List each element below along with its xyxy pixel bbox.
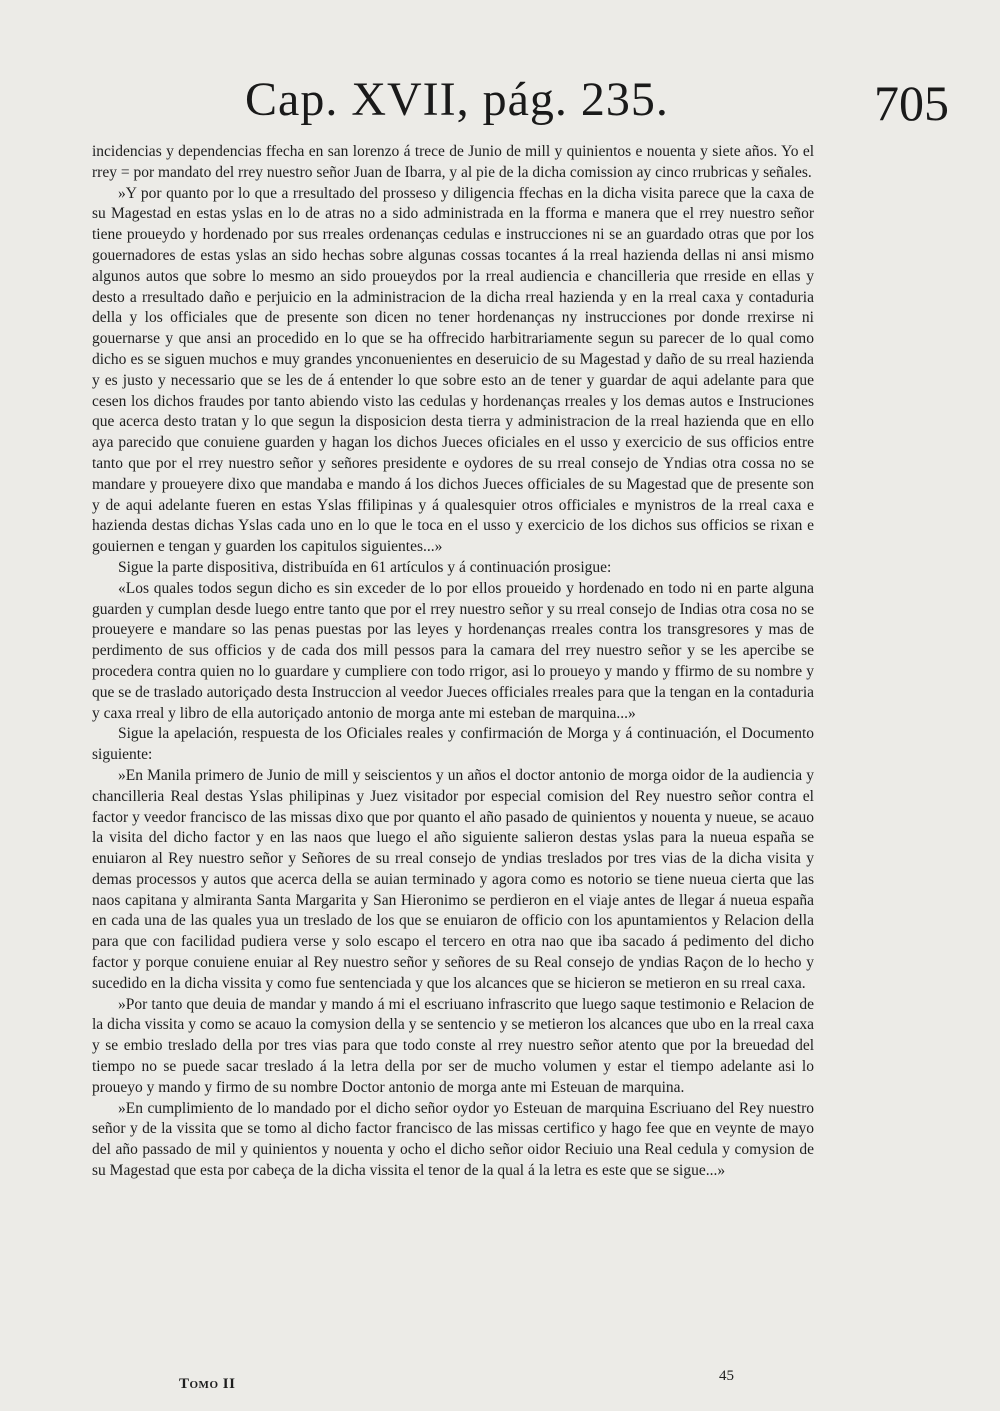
body-text [92,142,814,1182]
paragraph: «Los quales todos segun dicho es sin exceder de lo por ellos proueido y hordenado en todo ni en parte alguna guarden y cumplan desde luego entre tanto que por el rrey nuestro señor y su rreal consejo de Indias otra cosa no se proueyere e mandare so las penas puestas por las leyes y hordenanças rreales contra los transgresores y mas de perdimento de sus officios y de cada dos mill pessos para la camara del rrey nuestro señor y se les apercibe se procedera contra quien no lo guardare y cumpliere con todo rrigor, asi lo proueyo y mando y ffirmo de su nombre y que se de traslado autoriçado desta Instruccion al veedor Jueces officiales rreales para que la tengan en la contaduria y caxa rreal y libro de ella autoriçado antonio de morga ante mi esteban de marquina...» [92,579,814,722]
paragraph: incidencias y dependencias ffecha en san lorenzo á trece de Junio de mill y quinientos e nouenta y siete años. Yo el rrey = por mandato del rrey nuestro señor Juan de Ibarra, y al pie de la dicha comission ay cinco rrubricas y señales. [92,143,814,181]
paragraph: Sigue la apelación, respuesta de los Oficiales reales y confirmación de Morga y á continuación, el Documento siguiente: [92,725,814,764]
running-head: Cap. XVII, pág. 235. [245,73,669,126]
paragraph: »Y por quanto por lo que a rresultado del prosseso y diligencia ffechas en la dicha visita parece que la caxa de su Magestad en estas yslas en lo de atras no a sido administrada en la fforma e manera que el rrey nuestro señor tiene proueydo y hordenado por sus rreales ordenanças cedulas e instrucciones ni se an guardado otras que por los gouernadores de estas yslas an sido hechas sobre algunas cossas tocantes á la rreal hazienda dellas ni ansi mismo algunos autos que sobre lo mesmo an sido proueydos por la rreal audiencia e chancilleria que rreside en ellas y desto a rresultado daño e perjuicio en la administracion de la dicha rreal hazienda y en la rreal caxa y contaduria della y los officiales que de presente son dicen no tener hordenanças ny instrucciones por donde rrexirse ni gouernarse y que ansi an procedido en lo que se ha offrecido harbitrariamente segun su parecer de lo qual como dicho es se siguen muchos e muy grandes ynconuenientes en deseruicio de su Magestad y daño de su rreal hazienda y es justo y necessario que se les de á entender lo que sobre esto an de tener y guardar de aqui adelante para que cesen los dichos fraudes por tanto abiendo visto las cedulas y hordenanças rreales y los demas autos e Instruciones que acerca desto tratan y lo que segun la disposicion desta tierra y administracion de la rreal hazienda que en ello aya parecido que conuiene guarden y hagan los dichos Jueces oficiales en el usso y exercicio de sus officios entre tanto que por el rrey nuestro señor y señores presidente e oydores de su rreal consejo de Yndias otra cossa no se mandare y proueyere dixo que mandaba e mando á los dichos Jueces officiales de su Magestad que de presente son y de aqui adelante fueren en estas Yslas ffilipinas y á qualesquier otros officiales e mynistros de la rreal caxa e hazienda destas dichas Yslas cada uno en lo que le toca en el usso y exercicio de los dichos sus officios se rixan e gouiernen e tengan y guarden los capitulos siguientes...» [92,184,814,556]
signature-mark: 45 [719,1368,734,1384]
paragraph: Sigue la parte dispositiva, distribuída en 61 artículos y á continuación prosigue: [118,558,612,576]
paragraph: »En cumplimiento de lo mandado por el dicho señor oydor yo Esteuan de marquina Escriuano del Rey nuestro señor y de la vissita que se tomo al dicho factor francisco de las missas certifico y hago fee que en veynte de mayo del año passado de mil y quinientos y nouenta y ocho el dicho señor oidor Reciuio una Real cedula y comysion de su Magestad que esta por cabeça de la dicha vissita el tenor de la qual á la letra es este que se sigue...» [92,1099,814,1180]
paragraph: »En Manila primero de Junio de mill y seiscientos y un años el doctor antonio de morga oidor de la audiencia y chancilleria Real destas Yslas philipinas y Juez visitador por especial comision del Rey nuestro señor contra el factor y veedor francisco de las missas dixo que por quanto el año pasado de quinientos y nouenta y nueue, se acauo la visita del dicho factor y en las naos que luego el año siguiente salieron destas yslas para la nueua españa se enuiaron al Rey nuestro señor y Señores de su rreal consejo de yndias treslados por tres vias de la dicha visita y demas processos y autos que acerca della se auian terminado y agora como es notorio se tiene nueua cierta que las naos capitana y almiranta Santa Margarita y San Hieronimo se perdieron en el viaje antes de llegar á nueua españa en cada una de las quales yua un treslado de los que se enuiaron de officio con los apuntamientos y Relacion della para que con facilidad pudiera verse y solo escapo el tercero en otra nao que iba sacado á pedimento del dicho factor y porque conuiene enuiar al Rey nuestro señor y señores de su Real consejo de yndias Raçon de lo hecho y sucedido en la dicha vissita y como fue sentenciada y que los alcances que se hicieron se metieron en su rreal caxa. [92,766,814,992]
page-number: 705 [874,75,949,131]
volume-label: Tomo II [179,1376,236,1392]
paragraph: »Por tanto que deuia de mandar y mando á mi el escriuano infrascrito que luego saque testimonio e Relacion de la dicha vissita y como se acauo la comysion della y se sentencio y se metieron los alcances que ubo en la rreal caxa y se embio treslado della por tres vias para que todo conste al rrey nuestro señor atento que por la breuedad del tiempo no se puede sacar treslado á la letra della por ser de mucho volumen y estar el tiempo adelante asi lo proueyo y mando y firmo de su nombre Doctor antonio de morga ante mi Esteuan de marquina. [92,995,814,1096]
